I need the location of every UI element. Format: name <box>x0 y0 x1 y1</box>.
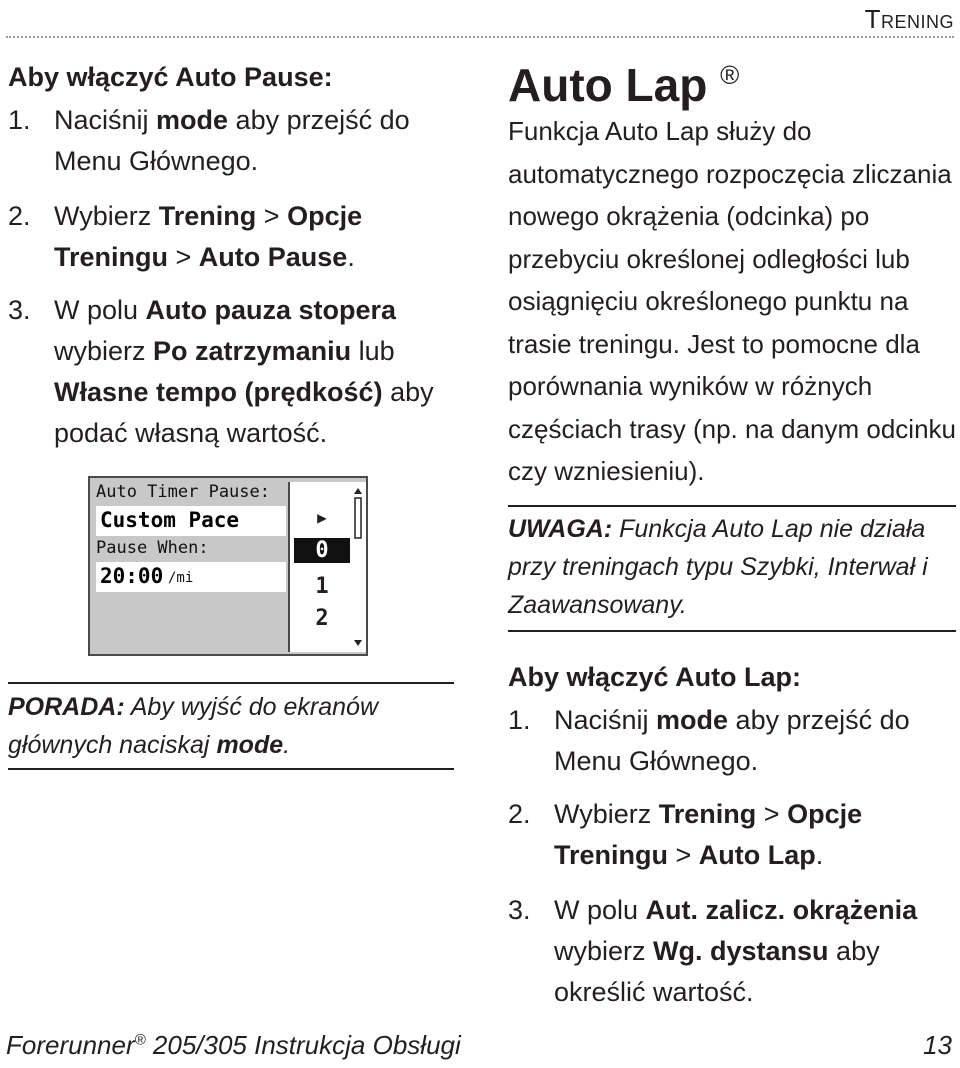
picker-pointer-icon: ▶ <box>317 508 327 527</box>
intro-paragraph: Funkcja Auto Lap służy do automatycznego rozpoczęcia zliczania nowego okrążenia (odcinka) po przebyciu określonej odległości lub osiągnięciu określonego punktu na trasie treningu. Jest to pomocne dla porównania wyników w różnych częściach trasy (np. na danym odcinku czy wzniesieniu). <box>508 116 956 486</box>
custom-pace-value: Custom Pace <box>100 508 240 532</box>
step-text: Naciśnij mode aby przejść do Menu Głównego. <box>54 105 410 176</box>
page-title: Auto Lap ® <box>508 59 740 111</box>
timer-pause-label: Auto Timer Pause: <box>96 482 270 502</box>
footer-title: Forerunner® 205/305 Instrukcja Obsługi <box>6 1030 461 1060</box>
registered-mark: ® <box>720 60 740 90</box>
tip-box: PORADA: Aby wyjść do ekranów głównych naciskaj mode. <box>8 693 379 759</box>
step-number: 3. <box>8 295 31 325</box>
device-screen-auto-timer-pause <box>88 476 368 656</box>
picker-option: 1 <box>315 574 329 599</box>
tip-bottom-rule <box>8 768 454 770</box>
picker-option: 2 <box>315 606 329 631</box>
picker-option-selected: 0 <box>294 538 350 563</box>
step-text: Wybierz Trening > Opcje Treningu > Auto Pause. <box>54 201 363 272</box>
step-number: 1. <box>8 105 31 135</box>
step-text: Wybierz Trening > Opcje Treningu > Auto Lap. <box>554 799 863 870</box>
tip-top-rule <box>8 682 454 684</box>
picker-scrollbar <box>354 488 362 646</box>
note-top-rule <box>508 505 956 507</box>
step-number: 3. <box>508 895 531 925</box>
pause-when-field <box>96 562 286 592</box>
step-number: 1. <box>508 705 531 735</box>
auto-lap-heading: Aby włączyć Auto Lap: <box>508 662 802 692</box>
step-text: Naciśnij mode aby przejść do Menu Głównego. <box>554 705 910 776</box>
tip-label: PORADA: <box>8 693 125 721</box>
pace-unit: /mi <box>168 570 194 586</box>
step-text: W polu Auto pauza stopera wybierz Po zatrzymaniu lub Własne tempo (prędkość) aby podać własną wartość. <box>54 295 434 448</box>
pause-when-label: Pause When: <box>96 538 209 558</box>
auto-pause-heading: Aby włączyć Auto Pause: <box>8 62 333 92</box>
step-number: 2. <box>8 201 31 231</box>
step-text: W polu Aut. zalicz. okrążenia wybierz Wg. dystansu aby określić wartość. <box>554 895 918 1007</box>
page-number: 13 <box>923 1030 952 1060</box>
note-bottom-rule <box>508 630 956 632</box>
note-box: UWAGA: Funkcja Auto Lap nie działa przy treningach typu Szybki, Interwał i Zaawansowany. <box>508 515 928 619</box>
step-number: 2. <box>508 799 531 829</box>
header-divider <box>6 36 954 38</box>
custom-pace-field <box>96 506 286 536</box>
pause-time-value: 20:00 <box>100 564 164 588</box>
note-label: UWAGA: <box>508 515 613 543</box>
section-label: Trening <box>864 4 954 34</box>
digit-picker <box>288 482 366 652</box>
